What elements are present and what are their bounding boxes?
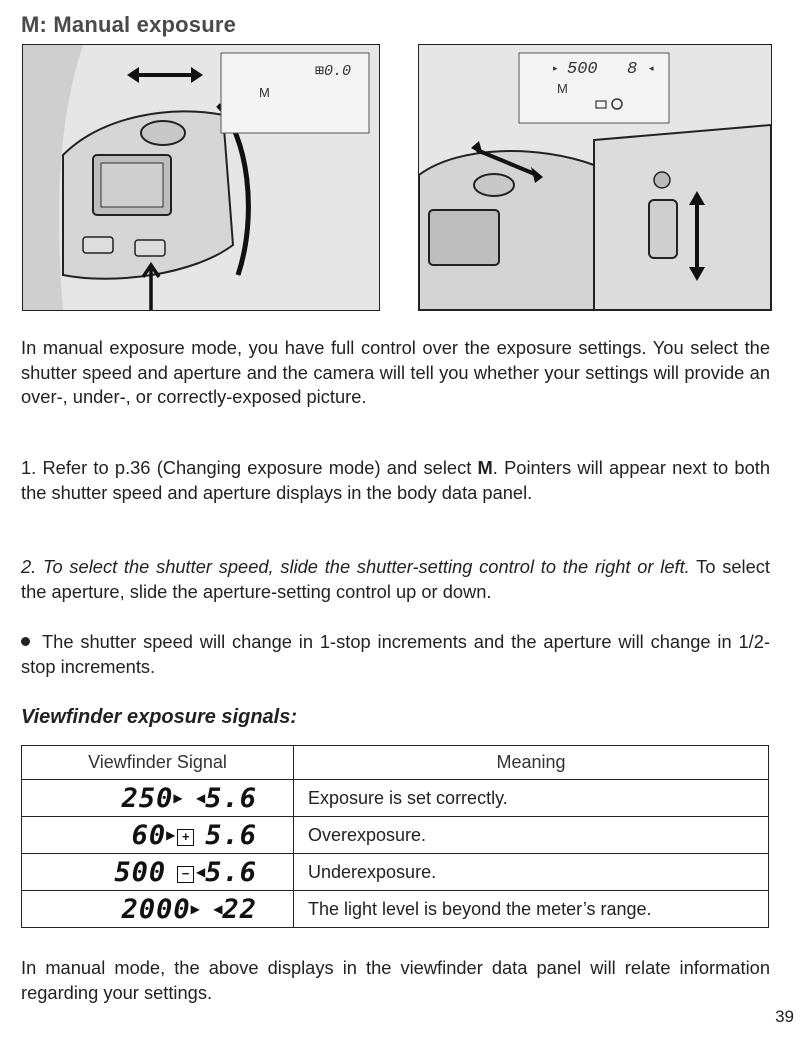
signal-meaning: Overexposure. [294, 817, 769, 854]
right-pointer-icon: ▶ [166, 827, 176, 842]
camera-back-drawing [23, 45, 379, 310]
signal-meaning: Exposure is set correctly. [294, 780, 769, 817]
viewfinder-signal [22, 854, 294, 891]
shutter-display: 500 [114, 856, 167, 888]
right-pointer-icon: ▶ [173, 790, 183, 805]
signal-meaning: The light level is beyond the meter’s range. [294, 891, 769, 928]
shutter-display: 2000 [121, 893, 191, 925]
step-1-text-end: . Pointers will appear next to both the shutter speed and aperture displays in the body data panel. [21, 457, 771, 503]
column-header-meaning: Meaning [294, 746, 769, 780]
step-2-paragraph [21, 555, 770, 604]
lcd-shutter-value: 500 [567, 60, 598, 79]
lcd-pointer-icon: ◂ [649, 63, 654, 73]
plus-box-icon: + [177, 829, 194, 846]
aperture-display: 5.6 [205, 782, 257, 814]
lcd-mode-label: M [557, 81, 568, 96]
viewfinder-signal [22, 817, 294, 854]
minus-box-icon: − [177, 866, 194, 883]
viewfinder-signal [22, 891, 294, 928]
right-pointer-icon: ▶ [190, 901, 200, 916]
camera-aperture-illustration [418, 44, 772, 311]
aperture-display: 5.6 [205, 819, 257, 851]
table-row [22, 817, 769, 854]
lcd-aperture-value: 8 [627, 60, 638, 79]
section-heading: Viewfinder exposure signals: [21, 706, 298, 728]
lcd-compensation-value: ⊞0.0 [315, 63, 352, 80]
signal-meaning: Underexposure. [294, 854, 769, 891]
viewfinder-signals-table [21, 745, 769, 928]
camera-side-drawing [419, 45, 771, 310]
page-number: 39 [775, 1007, 794, 1026]
table-row [22, 780, 769, 817]
left-pointer-icon: ◀ [195, 864, 206, 879]
step-1-text: 1. Refer to p.36 (Changing exposure mode) and select [21, 457, 478, 478]
table-row [22, 891, 769, 928]
closing-paragraph: In manual mode, the above displays in the viewfinder data panel will relate information regarding your settings. [21, 957, 770, 1003]
note-text: The shutter speed will change in 1-stop increments and the aperture will change in 1/2-stop increments. [21, 631, 770, 677]
bullet-icon [21, 637, 30, 646]
column-header-signal: Viewfinder Signal [22, 746, 294, 780]
shutter-display: 60 [131, 819, 167, 851]
note-paragraph [21, 630, 770, 679]
left-pointer-icon: ◀ [195, 790, 206, 805]
table-row [22, 854, 769, 891]
page-title: M: Manual exposure [21, 12, 237, 37]
left-pointer-icon: ◀ [213, 901, 223, 916]
table-header-row [22, 746, 769, 780]
aperture-display: 22 [222, 893, 257, 925]
step-2-text: To select the aperture, slide the aperture-setting control up or down. [21, 556, 770, 602]
lcd-mode-label: M [259, 85, 270, 100]
intro-paragraph: In manual exposure mode, you have full control over the exposure settings. You select the shutter speed and aperture and the camera will tell you whether your settings will provide an over-, under-, or correctly-exposed picture. [21, 337, 770, 407]
lcd-pointer-icon: ▸ [553, 63, 558, 73]
camera-shutter-illustration [22, 44, 380, 311]
step-1-paragraph [21, 456, 770, 505]
shutter-display: 250 [121, 782, 174, 814]
aperture-display: 5.6 [205, 856, 257, 888]
mode-letter: M [477, 457, 493, 478]
viewfinder-signal [22, 780, 294, 817]
step-2-italic-text: 2. To select the shutter speed, slide the shutter-setting control to the right or left. [21, 556, 690, 577]
